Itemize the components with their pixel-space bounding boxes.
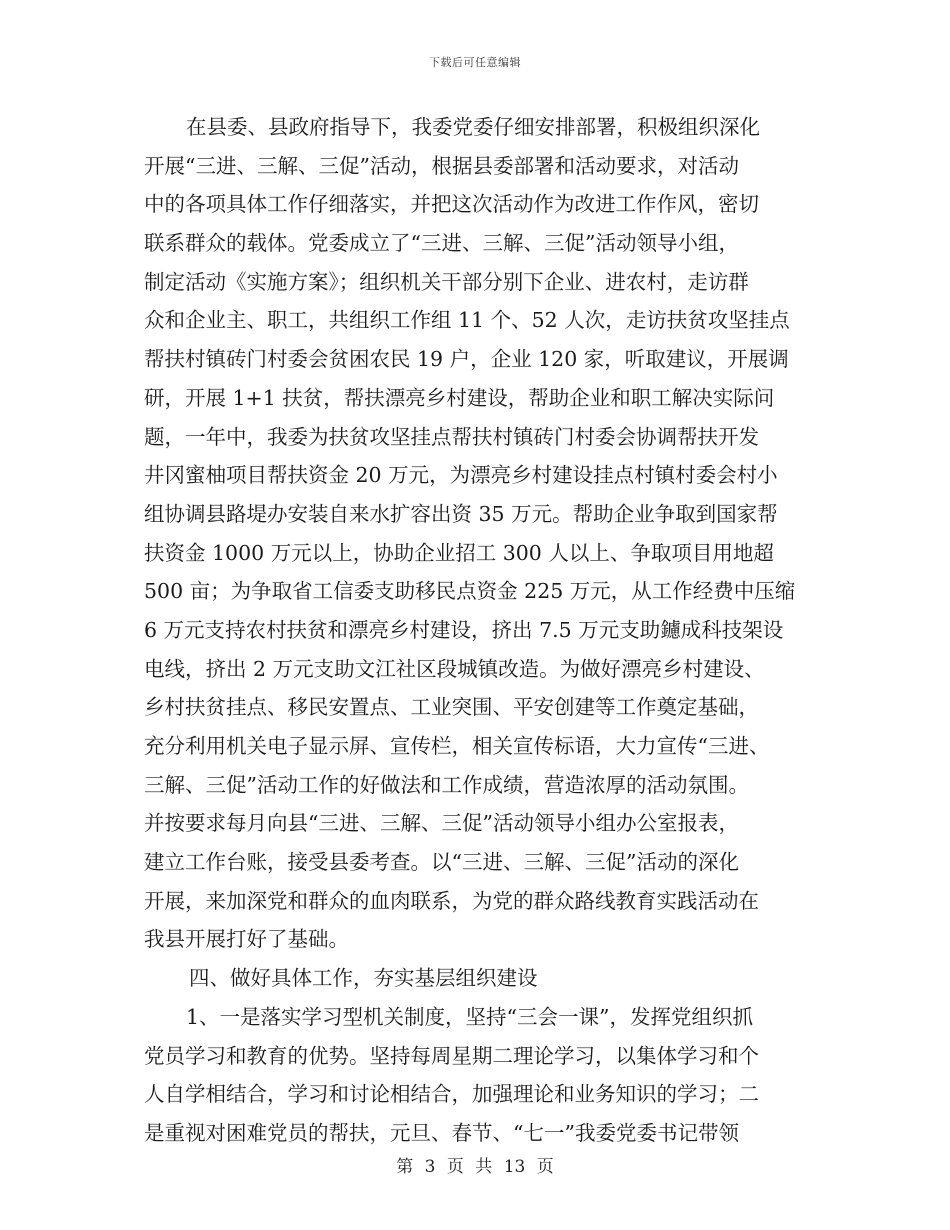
paragraph-line: 三解、三促”活动工作的好做法和工作成绩，营造浓厚的活动氛围。 (144, 772, 749, 797)
page-footer (0, 1152, 950, 1177)
paragraph-line: 是重视对困难党员的帮扶，元旦、春节、“七一”我委党委书记带领 (144, 1120, 739, 1145)
section-heading: 四、做好具体工作，夯实基层组织建设 (189, 966, 538, 991)
total-pages: 13 (503, 1157, 526, 1177)
paragraph-line: 6 万元支持农村扶贫和漂亮乡村建设，挤出 7.5 万元支助鑢成科技架设 (144, 617, 784, 642)
paragraph-line: 党员学习和教育的优势。坚持每周星期二理论学习，以集体学习和个 (144, 1043, 759, 1068)
footer-total-prefix: 共 (475, 1157, 493, 1177)
paragraph-line: 中的各项具体工作仔细落实，并把这次活动作为改进工作作风，密切 (144, 192, 759, 217)
page-number: 3 (424, 1157, 436, 1177)
paragraph-line: 扶资金 1000 万元以上，协助企业招工 300 人以上、争取项目用地超 (144, 540, 774, 565)
paragraph-line: 井冈蜜柚项目帮扶资金 20 万元，为漂亮乡村建设挂点村镇村委会村小 (144, 463, 778, 488)
paragraph-line: 我县开展打好了基础。 (144, 927, 349, 952)
paragraph-line: 研，开展 1+1 扶贫，帮扶漂亮乡村建设，帮助企业和职工解决实际问 (144, 385, 775, 410)
page-header: 下载后可任意编辑 (429, 56, 521, 69)
paragraph-line: 制定活动《实施方案》；组织机关干部分别下企业、进农村，走访群 (144, 269, 749, 294)
paragraph-line: 联系群众的载体。党委成立了“三进、三解、三促”活动领导小组， (144, 231, 739, 256)
paragraph-line: 乡村扶贫挂点、移民安置点、工业突围、平安创建等工作奠定基础， (144, 695, 759, 720)
paragraph-line: 人自学相结合，学习和讨论相结合，加强理论和业务知识的学习；二 (144, 1082, 759, 1107)
document-body (144, 108, 804, 1153)
paragraph-line: 在县委、县政府指导下，我委党委仔细安排部署，积极组织深化 (186, 115, 760, 139)
paragraph-line: 电线，挤出 2 万元支助文江社区段城镇改造。为做好漂亮乡村建设、 (144, 656, 765, 681)
paragraph-line: 建立工作台账，接受县委考查。以“三进、三解、三促”活动的深化 (144, 850, 739, 875)
paragraph-line: 并按要求每月向县“三进、三解、三促”活动领导小组办公室报表， (144, 811, 739, 836)
paragraph-line: 充分利用机关电子显示屏、宣传栏，相关宣传标语，大力宣传“三进、 (144, 734, 770, 758)
paragraph-line: 帮扶村镇砖门村委会贫困农民 19 户，企业 120 家，听取建议，开展调 (144, 347, 789, 372)
paragraph-line: 500 亩；为争取省工信委支助移民点资金 225 万元，从工作经费中压缩 (144, 579, 796, 604)
paragraph-line: 1、一是落实学习型机关制度，坚持“三会一课”，发挥党组织抓 (186, 1004, 754, 1029)
paragraph-line: 众和企业主、职工，共组织工作组 11 个、52 人次，走访扶贫攻坚挂点 (144, 308, 790, 333)
footer-mid: 页 (446, 1157, 464, 1177)
paragraph-line: 题，一年中，我委为扶贫攻坚挂点帮扶村镇砖门村委会协调帮扶开发 (144, 424, 759, 449)
footer-suffix: 页 (536, 1157, 554, 1177)
paragraph-line: 组协调县路堤办安装自来水扩容出资 35 万元。帮助企业争取到国家帮 (144, 501, 778, 526)
paragraph-line: 开展“三进、三解、三促”活动，根据县委部署和活动要求，对活动 (144, 153, 739, 178)
footer-prefix: 第 (396, 1157, 414, 1177)
paragraph-line: 开展，来加深党和群众的血肉联系，为党的群众路线教育实践活动在 (144, 888, 759, 913)
